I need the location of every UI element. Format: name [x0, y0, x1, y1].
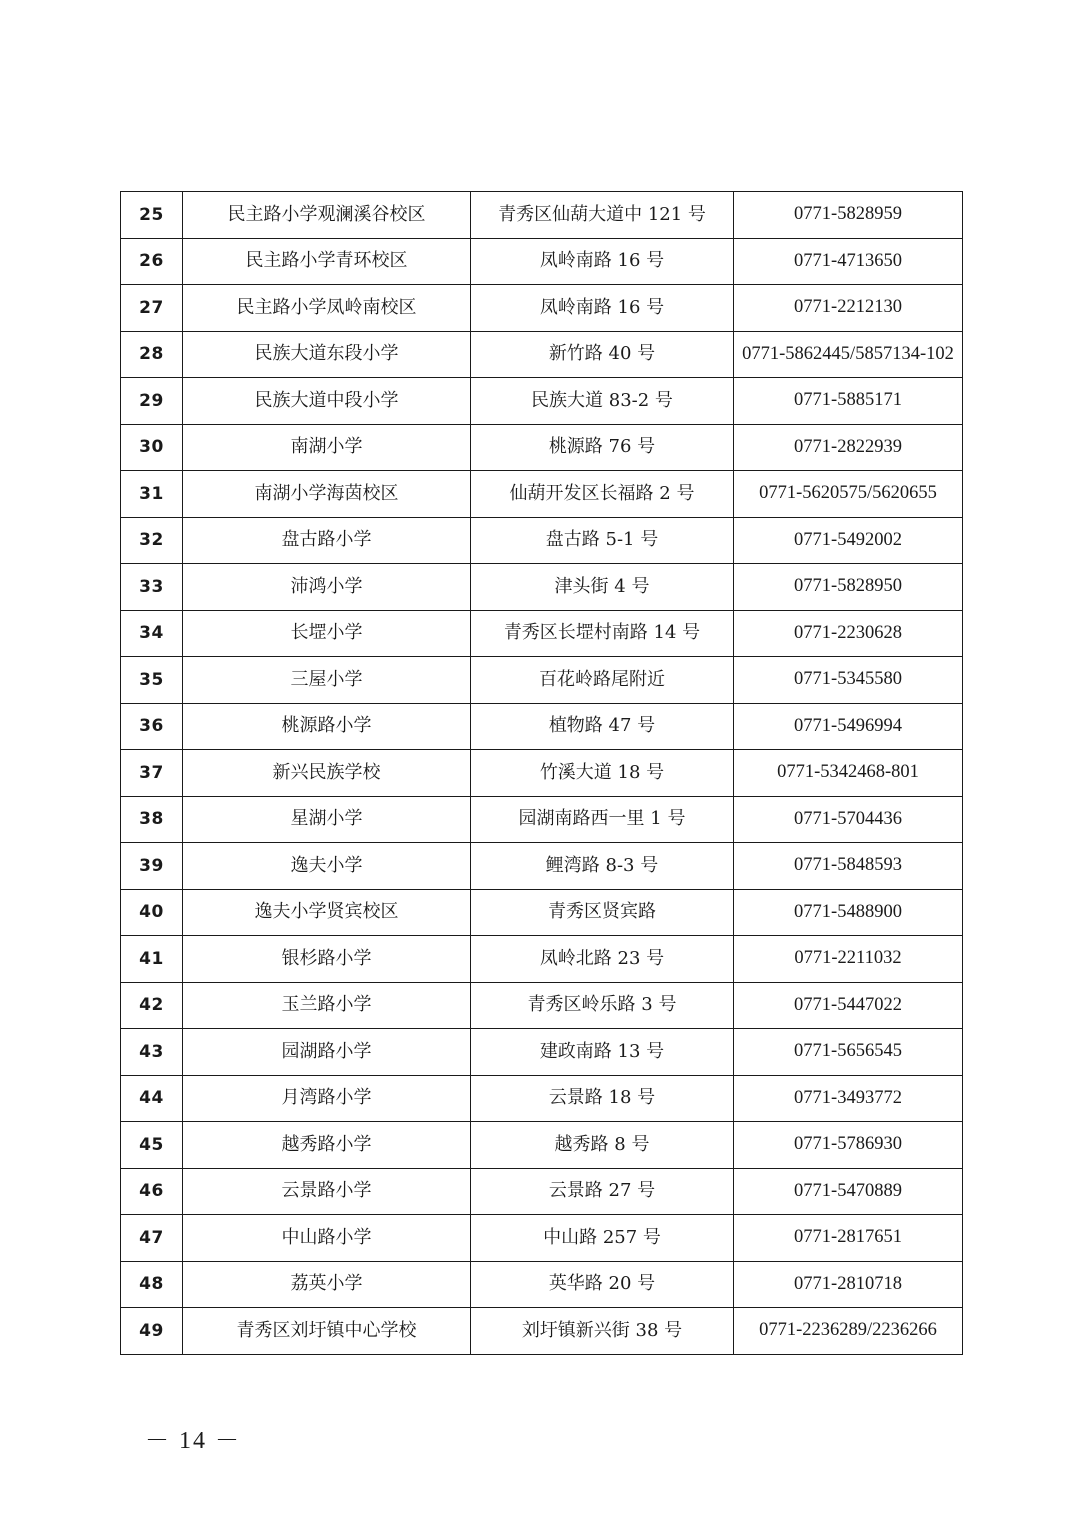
address-cell: 青秀区长堽村南路 14 号 [471, 610, 734, 657]
school-name-cell: 玉兰路小学 [183, 982, 471, 1029]
row-number-cell: 38 [121, 796, 183, 843]
school-name-cell: 青秀区刘圩镇中心学校 [183, 1308, 471, 1355]
phone-cell: 0771-5496994 [734, 703, 963, 750]
row-number-cell: 43 [121, 1029, 183, 1076]
phone-cell: 0771-5470889 [734, 1168, 963, 1215]
school-name-cell: 园湖路小学 [183, 1029, 471, 1076]
table-row [121, 936, 963, 983]
school-name-cell: 荔英小学 [183, 1261, 471, 1308]
address-cell: 凤岭北路 23 号 [471, 936, 734, 983]
row-number-cell: 49 [121, 1308, 183, 1355]
phone-cell: 0771-2822939 [734, 424, 963, 471]
phone-cell: 0771-5345580 [734, 657, 963, 704]
phone-cell: 0771-5488900 [734, 889, 963, 936]
row-number-cell: 39 [121, 843, 183, 890]
address-cell: 桃源路 76 号 [471, 424, 734, 471]
row-number-cell: 37 [121, 750, 183, 797]
row-number-cell: 45 [121, 1122, 183, 1169]
row-number-cell: 34 [121, 610, 183, 657]
phone-cell: 0771-5885171 [734, 378, 963, 425]
phone-cell: 0771-5862445/5857134-102 [734, 331, 963, 378]
address-cell: 竹溪大道 18 号 [471, 750, 734, 797]
address-cell: 刘圩镇新兴街 38 号 [471, 1308, 734, 1355]
address-cell: 越秀路 8 号 [471, 1122, 734, 1169]
row-number-cell: 36 [121, 703, 183, 750]
address-cell: 青秀区仙葫大道中 121 号 [471, 192, 734, 239]
row-number-cell: 32 [121, 517, 183, 564]
phone-cell: 0771-5656545 [734, 1029, 963, 1076]
address-cell: 津头街 4 号 [471, 564, 734, 611]
row-number-cell: 35 [121, 657, 183, 704]
row-number-cell: 33 [121, 564, 183, 611]
row-number-cell: 27 [121, 285, 183, 332]
address-cell: 植物路 47 号 [471, 703, 734, 750]
school-name-cell: 月湾路小学 [183, 1075, 471, 1122]
phone-cell: 0771-2817651 [734, 1215, 963, 1262]
row-number-cell: 28 [121, 331, 183, 378]
phone-cell: 0771-2230628 [734, 610, 963, 657]
row-number-cell: 26 [121, 238, 183, 285]
table-row [121, 378, 963, 425]
phone-cell: 0771-4713650 [734, 238, 963, 285]
school-name-cell: 越秀路小学 [183, 1122, 471, 1169]
table-row [121, 1261, 963, 1308]
table-row [121, 843, 963, 890]
school-name-cell: 民主路小学凤岭南校区 [183, 285, 471, 332]
address-cell: 中山路 257 号 [471, 1215, 734, 1262]
school-name-cell: 民主路小学观澜溪谷校区 [183, 192, 471, 239]
school-name-cell: 长堽小学 [183, 610, 471, 657]
page-number: － 14 － [145, 1428, 241, 1454]
row-number-cell: 42 [121, 982, 183, 1029]
school-name-cell: 桃源路小学 [183, 703, 471, 750]
table-row [121, 796, 963, 843]
phone-cell: 0771-5492002 [734, 517, 963, 564]
phone-cell: 0771-2211032 [734, 936, 963, 983]
row-number-cell: 29 [121, 378, 183, 425]
school-name-cell: 沛鸿小学 [183, 564, 471, 611]
school-name-cell: 新兴民族学校 [183, 750, 471, 797]
table-row [121, 1168, 963, 1215]
table-row [121, 331, 963, 378]
school-name-cell: 民主路小学青环校区 [183, 238, 471, 285]
table-row [121, 982, 963, 1029]
row-number-cell: 30 [121, 424, 183, 471]
address-cell: 青秀区岭乐路 3 号 [471, 982, 734, 1029]
school-name-cell: 南湖小学 [183, 424, 471, 471]
table-row [121, 564, 963, 611]
address-cell: 英华路 20 号 [471, 1261, 734, 1308]
address-cell: 青秀区贤宾路 [471, 889, 734, 936]
table-row [121, 1122, 963, 1169]
phone-cell: 0771-2212130 [734, 285, 963, 332]
school-name-cell: 星湖小学 [183, 796, 471, 843]
row-number-cell: 25 [121, 192, 183, 239]
table-row [121, 192, 963, 239]
table-row [121, 1215, 963, 1262]
phone-cell: 0771-5848593 [734, 843, 963, 890]
table-row [121, 657, 963, 704]
phone-cell: 0771-3493772 [734, 1075, 963, 1122]
table-row [121, 1029, 963, 1076]
table-row [121, 703, 963, 750]
table-row [121, 1075, 963, 1122]
phone-cell: 0771-5786930 [734, 1122, 963, 1169]
phone-cell: 0771-2810718 [734, 1261, 963, 1308]
table-row [121, 610, 963, 657]
address-cell: 凤岭南路 16 号 [471, 285, 734, 332]
table-row [121, 517, 963, 564]
phone-cell: 0771-5828959 [734, 192, 963, 239]
table-row [121, 238, 963, 285]
school-name-cell: 三屋小学 [183, 657, 471, 704]
table-row [121, 750, 963, 797]
table-row [121, 471, 963, 518]
row-number-cell: 48 [121, 1261, 183, 1308]
address-cell: 新竹路 40 号 [471, 331, 734, 378]
row-number-cell: 46 [121, 1168, 183, 1215]
school-name-cell: 逸夫小学贤宾校区 [183, 889, 471, 936]
row-number-cell: 47 [121, 1215, 183, 1262]
phone-cell: 0771-5704436 [734, 796, 963, 843]
phone-cell: 0771-2236289/2236266 [734, 1308, 963, 1355]
row-number-cell: 31 [121, 471, 183, 518]
table-body [121, 192, 963, 1355]
row-number-cell: 44 [121, 1075, 183, 1122]
address-cell: 仙葫开发区长福路 2 号 [471, 471, 734, 518]
address-cell: 园湖南路西一里 1 号 [471, 796, 734, 843]
address-cell: 凤岭南路 16 号 [471, 238, 734, 285]
address-cell: 百花岭路尾附近 [471, 657, 734, 704]
phone-cell: 0771-5620575/5620655 [734, 471, 963, 518]
phone-cell: 0771-5342468-801 [734, 750, 963, 797]
school-name-cell: 南湖小学海茵校区 [183, 471, 471, 518]
school-name-cell: 银杉路小学 [183, 936, 471, 983]
row-number-cell: 40 [121, 889, 183, 936]
address-cell: 盘古路 5-1 号 [471, 517, 734, 564]
address-cell: 云景路 27 号 [471, 1168, 734, 1215]
school-name-cell: 云景路小学 [183, 1168, 471, 1215]
school-name-cell: 中山路小学 [183, 1215, 471, 1262]
address-cell: 建政南路 13 号 [471, 1029, 734, 1076]
table-row [121, 1308, 963, 1355]
table-row [121, 889, 963, 936]
school-contact-table [120, 191, 963, 1355]
address-cell: 云景路 18 号 [471, 1075, 734, 1122]
phone-cell: 0771-5447022 [734, 982, 963, 1029]
school-name-cell: 民族大道中段小学 [183, 378, 471, 425]
phone-cell: 0771-5828950 [734, 564, 963, 611]
table-row [121, 285, 963, 332]
table-row [121, 424, 963, 471]
school-name-cell: 盘古路小学 [183, 517, 471, 564]
school-name-cell: 民族大道东段小学 [183, 331, 471, 378]
row-number-cell: 41 [121, 936, 183, 983]
address-cell: 鲤湾路 8-3 号 [471, 843, 734, 890]
address-cell: 民族大道 83-2 号 [471, 378, 734, 425]
school-name-cell: 逸夫小学 [183, 843, 471, 890]
